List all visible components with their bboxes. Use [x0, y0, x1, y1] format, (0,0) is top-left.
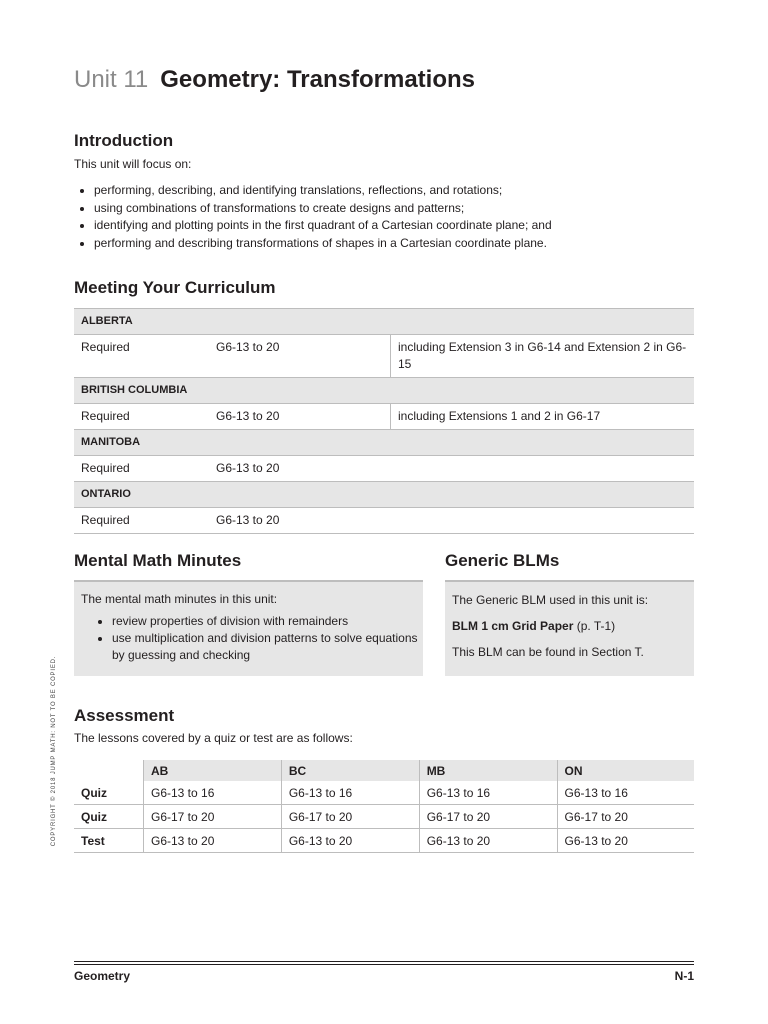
list-item: • review properties of division with remainders: [112, 613, 423, 630]
table-header-row: [74, 760, 694, 781]
footer-rule-bottom: [74, 964, 694, 965]
assessment-table: [74, 760, 694, 853]
blm-page: (p. T-1): [573, 619, 616, 633]
table-cell: G6-17 to 20: [281, 805, 419, 829]
generic-blms-lead: The Generic BLM used in this unit is:: [452, 593, 649, 607]
province-name: ALBERTA: [74, 309, 694, 335]
province-name: ONTARIO: [74, 482, 694, 508]
table-row: [74, 805, 694, 829]
footer-section: Geometry: [74, 969, 131, 983]
province-name: MANITOBA: [74, 430, 694, 456]
column-header: MB: [419, 760, 557, 781]
table-row: [74, 430, 694, 456]
table-cell: G6-17 to 20: [557, 805, 694, 829]
table-row: [74, 404, 694, 430]
row-label: Test: [74, 829, 144, 853]
table-row: [74, 508, 694, 534]
mental-math-lead: The mental math minutes in this unit:: [81, 592, 278, 606]
copyright-notice: COPYRIGHT © 2018 JUMP MATH: NOT TO BE COPIED.: [51, 655, 57, 847]
blm-entry: [452, 618, 694, 635]
table-row: [74, 482, 694, 508]
list-item: • use multiplication and division patterns to solve equations by guessing and checking: [112, 630, 423, 664]
introduction-heading: Introduction: [74, 131, 174, 150]
blm-name: BLM 1 cm Grid Paper: [452, 619, 574, 633]
generic-blms-box: [445, 580, 694, 676]
assessment-lead: The lessons covered by a quiz or test are as follows:: [74, 731, 353, 745]
table-cell: G6-13 to 16: [281, 781, 419, 805]
table-row: [74, 378, 694, 404]
generic-blms-heading: Generic BLMs: [445, 551, 560, 570]
table-cell: G6-13 to 16: [419, 781, 557, 805]
curriculum-heading: Meeting Your Curriculum: [74, 278, 276, 297]
table-row: [74, 829, 694, 853]
unit-title: Geometry: Transformations: [160, 66, 476, 93]
table-row: [74, 335, 694, 378]
table-cell: G6-13 to 20: [144, 829, 282, 853]
table-row: [74, 309, 694, 335]
table-row: [74, 456, 694, 482]
table-cell: G6-13 to 20: [557, 829, 694, 853]
page-title: [74, 66, 475, 94]
list-item: • performing and describing transformations of shapes in a Cartesian coordinate plane.: [94, 235, 694, 253]
list-item: • performing, describing, and identifying translations, reflections, and rotations;: [94, 182, 694, 200]
status-cell: Required: [74, 404, 209, 430]
table-cell: G6-17 to 20: [419, 805, 557, 829]
lessons-cell: G6-13 to 20: [209, 335, 391, 378]
mental-math-heading: Mental Math Minutes: [74, 551, 242, 570]
table-cell: G6-13 to 20: [281, 829, 419, 853]
introduction-list: [74, 182, 694, 252]
list-item: • using combinations of transformations to create designs and patterns;: [94, 200, 694, 218]
blm-location: This BLM can be found in Section T.: [452, 645, 644, 659]
column-header: BC: [281, 760, 419, 781]
assessment-heading: Assessment: [74, 706, 175, 725]
note-cell: [391, 456, 695, 482]
column-header: AB: [144, 760, 282, 781]
lessons-cell: G6-13 to 20: [209, 456, 391, 482]
row-label: Quiz: [74, 781, 144, 805]
mental-math-box: [74, 580, 423, 676]
footer-rule-top: [74, 961, 694, 962]
status-cell: Required: [74, 456, 209, 482]
mental-math-list: [74, 613, 423, 664]
header-empty: [74, 760, 144, 781]
introduction-lead: This unit will focus on:: [74, 157, 192, 171]
note-cell: including Extensions 1 and 2 in G6-17: [391, 404, 695, 430]
column-header: ON: [557, 760, 694, 781]
note-cell: including Extension 3 in G6-14 and Extension 2 in G6-15: [391, 335, 695, 378]
curriculum-table: [74, 308, 694, 534]
page-number: N-1: [674, 969, 694, 983]
lessons-cell: G6-13 to 20: [209, 404, 391, 430]
table-cell: G6-13 to 16: [144, 781, 282, 805]
table-cell: G6-17 to 20: [144, 805, 282, 829]
table-cell: G6-13 to 16: [557, 781, 694, 805]
row-label: Quiz: [74, 805, 144, 829]
status-cell: Required: [74, 508, 209, 534]
province-name: BRITISH COLUMBIA: [74, 378, 694, 404]
status-cell: Required: [74, 335, 209, 378]
lessons-cell: G6-13 to 20: [209, 508, 391, 534]
note-cell: [391, 508, 695, 534]
list-item: • identifying and plotting points in the first quadrant of a Cartesian coordinate plane; and: [94, 217, 694, 235]
table-row: [74, 781, 694, 805]
unit-number: Unit 11: [74, 66, 149, 93]
table-cell: G6-13 to 20: [419, 829, 557, 853]
